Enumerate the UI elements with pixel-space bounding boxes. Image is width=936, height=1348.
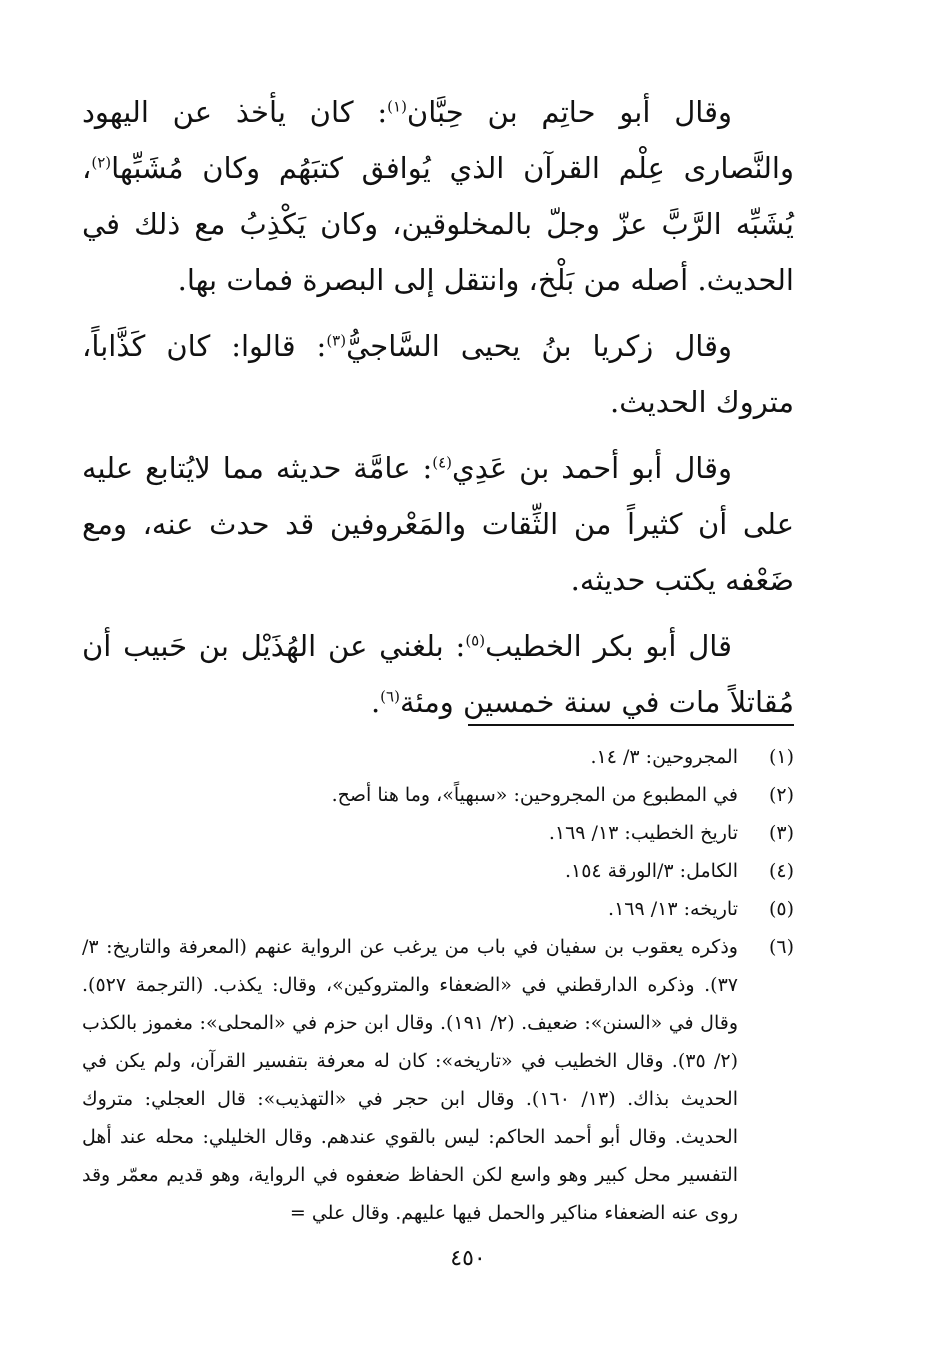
footnote-text: المجروحين: ٣/ ١٤. <box>590 746 738 768</box>
footnote-4 <box>82 852 794 890</box>
footnote-number: (٥) <box>768 898 794 920</box>
footnote-text: الكامل: ٣/الورقة ١٥٤. <box>564 860 738 882</box>
footnote-ref-4[interactable]: (٤) <box>432 453 453 472</box>
footnote-text: وذكره يعقوب بن سفيان في باب من يرغب عن الرواية عنهم (المعرفة والتاريخ: ٣/ ٣٧). وذكره الدارقطني في «الضعفاء والمتروكين»، وقال: يكذب. (الترجمة ٥٢٧). وقال في «السنن»: ضعيف. (٢/ ١٩١). وقال ابن حزم في «المحلى»: مغموز بالكذب (٢/ ٣٥). وقال الخطيب في «تاريخه»: كان له معرفة بتفسير القرآن، ولم يكن في الحديث بذاك. (١٣/ ١٦٠). وقال ابن حجر في «التهذيب»: قال العجلي: متروك الحديث. وقال أبو أحمد الحاكم: ليس بالقوي عندهم. وقال الخليلي: محله عند أهل التفسير محل كبير وهو واسع لكن الحفاظ ضعفوه في الرواية، وهو قديم معمّر وقد روى عنه الضعفاء مناكير والحمل فيها عليهم. وقال علي = <box>82 936 739 1224</box>
footnote-ref-3[interactable]: (٣) <box>326 331 347 350</box>
paragraph-ibn-hibban: وقال أبو حاتِم بن حِبَّان$^{(١)}$: كان يأخذ عن اليهود والنَّصارى عِلْم القرآن الذي يُوافق كتبَهُم وكان مُشَبِّها$^{(٢)}$، يُشَبِّه الرَّبَّ عزّ وجلّ بالمخلوقين، وكان يَكْذِبُ مع ذلك في الحديث. أصله من بَلْخ، وانتقل إلى البصرة فمات بها. <box>82 95 794 297</box>
footnote-ref-2[interactable]: (٢) <box>91 153 112 172</box>
footnote-separator <box>468 724 794 726</box>
paragraph-ibn-adi: وقال أبو أحمد بن عَدِي$^{(٤)}$: عامَّة حديثه مما لايُتابع عليه على أن كثيراً من الثِّقات والمَعْروفين قد حدث عنه، ومع ضَعْفه يكتب حديثه. <box>82 451 794 597</box>
paragraph-saji: وقال زكريا بنُ يحيى السَّاجيُّ$^{(٣)}$: قالوا: كان كَذَّاباً، متروك الحديث. <box>82 329 794 419</box>
footnotes <box>82 738 794 1232</box>
footnote-text: تاريخه: ١٣/ ١٦٩. <box>608 898 738 920</box>
footnote-6 <box>82 928 794 1232</box>
footnote-number: (٣) <box>768 822 794 844</box>
footnote-2 <box>82 776 794 814</box>
footnote-3 <box>82 814 794 852</box>
footnote-number: (١) <box>768 746 794 768</box>
footnote-number: (٦) <box>768 936 794 958</box>
footnote-ref-1[interactable]: (١) <box>387 97 407 116</box>
footnote-number: (٢) <box>768 784 794 806</box>
page-number: ٤٥٠ <box>450 1246 486 1271</box>
paragraph-khatib: قال أبو بكر الخطيب$^{(٥)}$: بلغني عن الهُذَيْل بن حَبيب أن مُقاتلاً مات في سنة خمسين ومئة$^{(٦)}$. <box>82 629 794 719</box>
footnote-ref-6[interactable]: (٦) <box>380 687 400 706</box>
footnote-1 <box>82 738 794 776</box>
main-text <box>82 84 794 730</box>
footnote-5 <box>82 890 794 928</box>
footnote-ref-5[interactable]: (٥) <box>465 631 486 650</box>
footnote-text: تاريخ الخطيب: ١٣/ ١٦٩. <box>548 822 738 844</box>
footnote-number: (٤) <box>768 860 794 882</box>
footnote-text: في المطبوع من المجروحين: «سبهياً»، وما هنا أصح. <box>331 784 738 806</box>
